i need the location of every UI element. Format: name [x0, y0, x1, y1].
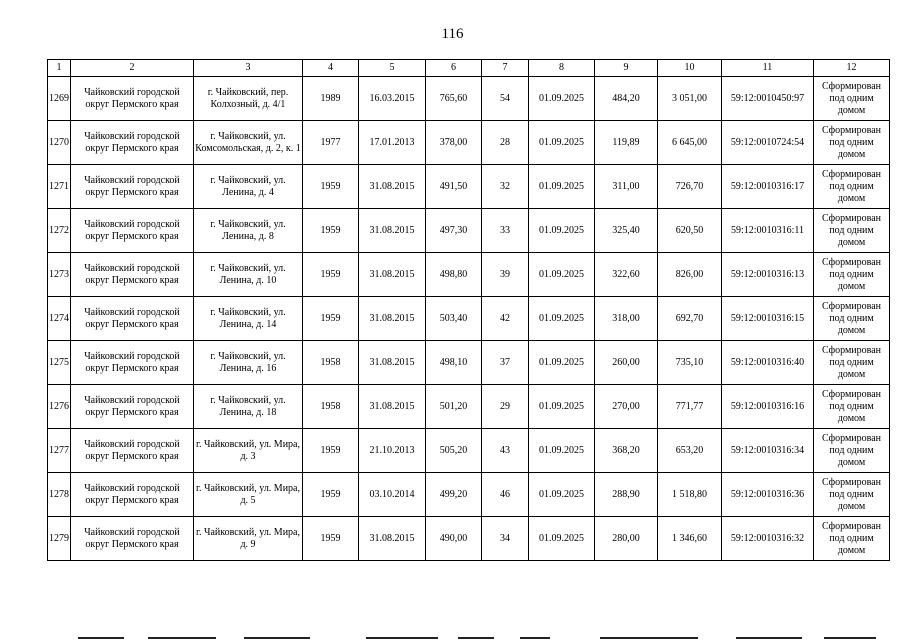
- land-plot-status-cell: Сформирован под одним домом: [814, 165, 890, 209]
- value-cell: 280,00: [595, 517, 658, 561]
- cost-cell: 1 518,80: [658, 473, 722, 517]
- column-header: 3: [194, 60, 303, 77]
- area-cell: 505,20: [426, 429, 482, 473]
- year-built-cell: 1958: [303, 385, 359, 429]
- year-built-cell: 1959: [303, 165, 359, 209]
- count-cell: 28: [482, 121, 529, 165]
- year-built-cell: 1959: [303, 253, 359, 297]
- municipality-cell: Чайковский городской округ Пермского края: [71, 121, 194, 165]
- cadastral-number-cell: 59:12:0010316:34: [722, 429, 814, 473]
- table-row: [48, 121, 890, 165]
- row-number-cell: 1278: [48, 473, 71, 517]
- column-header: 9: [595, 60, 658, 77]
- cadastral-number-cell: 59:12:0010316:40: [722, 341, 814, 385]
- cost-cell: 826,00: [658, 253, 722, 297]
- address-cell: г. Чайковский, пер. Колхозный, д. 4/1: [194, 77, 303, 121]
- date-cell: 21.10.2013: [359, 429, 426, 473]
- column-header: 12: [814, 60, 890, 77]
- area-cell: 503,40: [426, 297, 482, 341]
- land-plot-status-cell: Сформирован под одним домом: [814, 429, 890, 473]
- row-number-cell: 1270: [48, 121, 71, 165]
- cost-cell: 653,20: [658, 429, 722, 473]
- row-number-cell: 1271: [48, 165, 71, 209]
- table-header-row: [48, 60, 890, 77]
- row-number-cell: 1273: [48, 253, 71, 297]
- land-plot-status-cell: Сформирован под одним домом: [814, 77, 890, 121]
- area-cell: 497,30: [426, 209, 482, 253]
- planned-date-cell: 01.09.2025: [529, 209, 595, 253]
- municipality-cell: Чайковский городской округ Пермского края: [71, 253, 194, 297]
- count-cell: 54: [482, 77, 529, 121]
- table-row: [48, 209, 890, 253]
- planned-date-cell: 01.09.2025: [529, 429, 595, 473]
- count-cell: 42: [482, 297, 529, 341]
- land-plot-status-cell: Сформирован под одним домом: [814, 385, 890, 429]
- planned-date-cell: 01.09.2025: [529, 341, 595, 385]
- planned-date-cell: 01.09.2025: [529, 517, 595, 561]
- cost-cell: 3 051,00: [658, 77, 722, 121]
- table-row: [48, 341, 890, 385]
- count-cell: 34: [482, 517, 529, 561]
- cadastral-number-cell: 59:12:0010316:15: [722, 297, 814, 341]
- cost-cell: 735,10: [658, 341, 722, 385]
- municipality-cell: Чайковский городской округ Пермского края: [71, 209, 194, 253]
- area-cell: 378,00: [426, 121, 482, 165]
- address-cell: г. Чайковский, ул. Ленина, д. 18: [194, 385, 303, 429]
- address-cell: г. Чайковский, ул. Ленина, д. 16: [194, 341, 303, 385]
- cost-cell: 771,77: [658, 385, 722, 429]
- cadastral-number-cell: 59:12:0010316:16: [722, 385, 814, 429]
- cadastral-number-cell: 59:12:0010316:11: [722, 209, 814, 253]
- column-header: 8: [529, 60, 595, 77]
- value-cell: 288,90: [595, 473, 658, 517]
- address-cell: г. Чайковский, ул. Мира, д. 3: [194, 429, 303, 473]
- value-cell: 260,00: [595, 341, 658, 385]
- value-cell: 119,89: [595, 121, 658, 165]
- table-body: [48, 77, 890, 561]
- year-built-cell: 1959: [303, 297, 359, 341]
- count-cell: 46: [482, 473, 529, 517]
- planned-date-cell: 01.09.2025: [529, 165, 595, 209]
- count-cell: 39: [482, 253, 529, 297]
- row-number-cell: 1275: [48, 341, 71, 385]
- date-cell: 03.10.2014: [359, 473, 426, 517]
- area-cell: 491,50: [426, 165, 482, 209]
- land-plot-status-cell: Сформирован под одним домом: [814, 121, 890, 165]
- column-header: 1: [48, 60, 71, 77]
- land-plot-status-cell: Сформирован под одним домом: [814, 297, 890, 341]
- area-cell: 765,60: [426, 77, 482, 121]
- value-cell: 311,00: [595, 165, 658, 209]
- year-built-cell: 1958: [303, 341, 359, 385]
- date-cell: 31.08.2015: [359, 517, 426, 561]
- address-cell: г. Чайковский, ул. Мира, д. 5: [194, 473, 303, 517]
- column-header: 5: [359, 60, 426, 77]
- land-plot-status-cell: Сформирован под одним домом: [814, 517, 890, 561]
- value-cell: 322,60: [595, 253, 658, 297]
- land-plot-status-cell: Сформирован под одним домом: [814, 253, 890, 297]
- date-cell: 31.08.2015: [359, 165, 426, 209]
- cadastral-number-cell: 59:12:0010450:97: [722, 77, 814, 121]
- value-cell: 325,40: [595, 209, 658, 253]
- count-cell: 37: [482, 341, 529, 385]
- row-number-cell: 1277: [48, 429, 71, 473]
- column-header: 2: [71, 60, 194, 77]
- cadastral-number-cell: 59:12:0010316:17: [722, 165, 814, 209]
- value-cell: 318,00: [595, 297, 658, 341]
- year-built-cell: 1959: [303, 209, 359, 253]
- land-plot-status-cell: Сформирован под одним домом: [814, 209, 890, 253]
- count-cell: 33: [482, 209, 529, 253]
- address-cell: г. Чайковский, ул. Ленина, д. 14: [194, 297, 303, 341]
- planned-date-cell: 01.09.2025: [529, 121, 595, 165]
- table-row: [48, 297, 890, 341]
- municipality-cell: Чайковский городской округ Пермского края: [71, 297, 194, 341]
- year-built-cell: 1959: [303, 473, 359, 517]
- row-number-cell: 1276: [48, 385, 71, 429]
- table-row: [48, 77, 890, 121]
- date-cell: 31.08.2015: [359, 253, 426, 297]
- area-cell: 501,20: [426, 385, 482, 429]
- date-cell: 31.08.2015: [359, 385, 426, 429]
- count-cell: 43: [482, 429, 529, 473]
- cost-cell: 1 346,60: [658, 517, 722, 561]
- area-cell: 498,10: [426, 341, 482, 385]
- date-cell: 31.08.2015: [359, 297, 426, 341]
- planned-date-cell: 01.09.2025: [529, 77, 595, 121]
- year-built-cell: 1977: [303, 121, 359, 165]
- column-header: 6: [426, 60, 482, 77]
- cadastral-number-cell: 59:12:0010316:32: [722, 517, 814, 561]
- area-cell: 490,00: [426, 517, 482, 561]
- address-cell: г. Чайковский, ул. Ленина, д. 8: [194, 209, 303, 253]
- address-cell: г. Чайковский, ул. Ленина, д. 4: [194, 165, 303, 209]
- scan-bottom-edge: [0, 634, 905, 640]
- municipality-cell: Чайковский городской округ Пермского края: [71, 77, 194, 121]
- column-header: 10: [658, 60, 722, 77]
- column-header: 4: [303, 60, 359, 77]
- municipality-cell: Чайковский городской округ Пермского края: [71, 517, 194, 561]
- municipality-cell: Чайковский городской округ Пермского края: [71, 429, 194, 473]
- planned-date-cell: 01.09.2025: [529, 297, 595, 341]
- address-cell: г. Чайковский, ул. Мира, д. 9: [194, 517, 303, 561]
- municipality-cell: Чайковский городской округ Пермского края: [71, 473, 194, 517]
- count-cell: 32: [482, 165, 529, 209]
- address-cell: г. Чайковский, ул. Ленина, д. 10: [194, 253, 303, 297]
- value-cell: 484,20: [595, 77, 658, 121]
- date-cell: 16.03.2015: [359, 77, 426, 121]
- land-plot-status-cell: Сформирован под одним домом: [814, 473, 890, 517]
- municipality-cell: Чайковский городской округ Пермского края: [71, 165, 194, 209]
- date-cell: 17.01.2013: [359, 121, 426, 165]
- count-cell: 29: [482, 385, 529, 429]
- table-row: [48, 253, 890, 297]
- table-row: [48, 165, 890, 209]
- date-cell: 31.08.2015: [359, 209, 426, 253]
- cost-cell: 726,70: [658, 165, 722, 209]
- row-number-cell: 1269: [48, 77, 71, 121]
- year-built-cell: 1959: [303, 429, 359, 473]
- cost-cell: 692,70: [658, 297, 722, 341]
- row-number-cell: 1279: [48, 517, 71, 561]
- land-plot-status-cell: Сформирован под одним домом: [814, 341, 890, 385]
- value-cell: 270,00: [595, 385, 658, 429]
- planned-date-cell: 01.09.2025: [529, 253, 595, 297]
- column-header: 11: [722, 60, 814, 77]
- area-cell: 499,20: [426, 473, 482, 517]
- table-row: [48, 385, 890, 429]
- year-built-cell: 1989: [303, 77, 359, 121]
- value-cell: 368,20: [595, 429, 658, 473]
- date-cell: 31.08.2015: [359, 341, 426, 385]
- cadastral-number-cell: 59:12:0010316:13: [722, 253, 814, 297]
- planned-date-cell: 01.09.2025: [529, 473, 595, 517]
- municipality-cell: Чайковский городской округ Пермского края: [71, 341, 194, 385]
- table-row: [48, 517, 890, 561]
- cadastral-number-cell: 59:12:0010316:36: [722, 473, 814, 517]
- address-cell: г. Чайковский, ул. Комсомольская, д. 2, к. 1: [194, 121, 303, 165]
- year-built-cell: 1959: [303, 517, 359, 561]
- cost-cell: 6 645,00: [658, 121, 722, 165]
- row-number-cell: 1274: [48, 297, 71, 341]
- planned-date-cell: 01.09.2025: [529, 385, 595, 429]
- municipality-cell: Чайковский городской округ Пермского края: [71, 385, 194, 429]
- area-cell: 498,80: [426, 253, 482, 297]
- column-header: 7: [482, 60, 529, 77]
- table-row: [48, 473, 890, 517]
- cost-cell: 620,50: [658, 209, 722, 253]
- cadastral-number-cell: 59:12:0010724:54: [722, 121, 814, 165]
- table-row: [48, 429, 890, 473]
- page-number: 116: [441, 26, 464, 42]
- housing-registry-table: [47, 59, 890, 561]
- row-number-cell: 1272: [48, 209, 71, 253]
